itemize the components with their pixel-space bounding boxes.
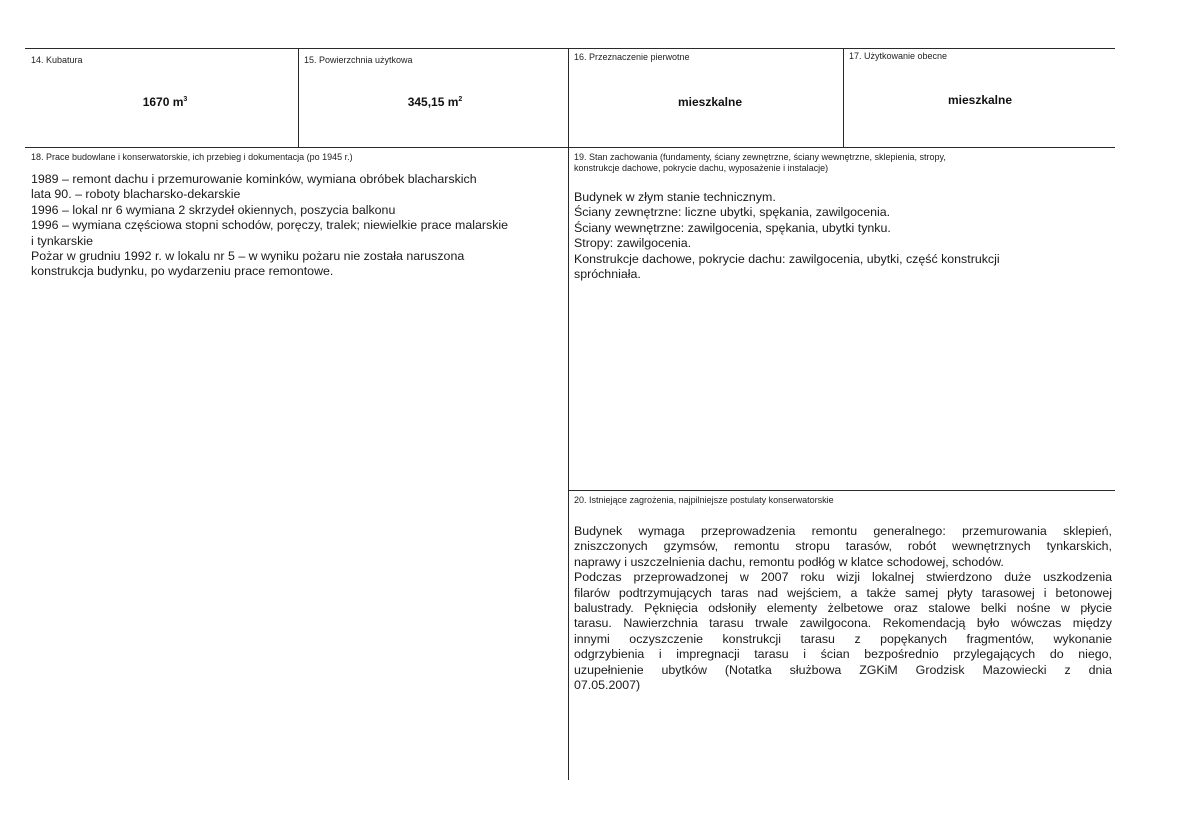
col-divider-main xyxy=(568,48,569,780)
table-border-top xyxy=(25,48,1115,49)
col-divider-1 xyxy=(298,48,299,148)
col-divider-3 xyxy=(843,48,844,148)
row-divider-right xyxy=(568,490,1115,491)
text-line: naprawy i uszczelnienia dachu, remontu podłóg w klatce schodowej, schodów. xyxy=(574,554,1004,569)
text-line: uzupełnienie ubytków (Notatka służbowa ZGKiM Grodzisk Mazowiecki z dnia xyxy=(574,662,1112,677)
section-label: 18. Prace budowlane i konserwatorskie, ich przebieg i dokumentacja (po 1945 r.) xyxy=(31,152,353,162)
text-line: odgrzybienia i impregnacji tarasu i ścian bezpośrednio przylegających do niego, xyxy=(574,647,1112,662)
text-line: zniszczonych gzymsów, remontu stropu tarasów, robót wewnętrznych tynkarskich, xyxy=(574,539,1112,554)
section-label: 20. Istniejące zagrożenia, najpilniejsze postulaty konserwatorskie xyxy=(574,495,834,505)
text-line: Podczas przeprowadzonej w 2007 roku wizji lokalnej stwierdzono duże uszkodzenia xyxy=(574,570,1112,585)
section-body xyxy=(574,190,1000,282)
field-value: 1670 $m^3$ xyxy=(142,95,188,109)
text-line: 1996 – lokal nr 6 wymiana 2 skrzydeł okiennych, poszycia balkonu xyxy=(31,202,396,217)
section-body xyxy=(31,172,508,280)
field-label: 14. Kubatura xyxy=(31,55,83,65)
text-line: Pożar w grudniu 1992 r. w lokalu nr 5 – w wyniku pożaru nie została naruszona xyxy=(31,249,465,264)
field-label: 15. Powierzchnia użytkowa xyxy=(304,55,413,65)
text-line: Stropy: zawilgocenia. xyxy=(574,236,692,251)
text-line: balustrady. Pęknięcia odsłoniły elementy żelbetowe oraz stalowe belki nośne w płycie xyxy=(574,601,1112,616)
text-line: innymi oczyszczenie konstrukcji tarasu z popękanych fragmentów, wykonanie xyxy=(574,631,1112,646)
section-label-line: 19. Stan zachowania (fundamenty, ściany zewnętrzne, ściany wewnętrzne, sklepienia, stropy, xyxy=(574,152,946,162)
text-line: Konstrukcje dachowe, pokrycie dachu: zawilgocenia, ubytki, część konstrukcji xyxy=(574,251,1000,266)
section-label-line: konstrukcje dachowe, pokrycie dachu, wyposażenie i instalacje) xyxy=(574,163,829,173)
row-divider-top xyxy=(25,147,1115,148)
text-line: Budynek w złym stanie technicznym. xyxy=(574,190,776,204)
section-body xyxy=(574,524,1112,693)
field-value: 345,15 $m^2$ xyxy=(407,95,463,109)
text-line: tarasu. Nawierzchnia tarasu trwale zawilgocona. Rekomendacją było wówczas między xyxy=(574,616,1112,631)
text-line: spróchniała. xyxy=(574,267,641,282)
text-line: i tynkarskie xyxy=(31,233,93,248)
field-value: mieszkalne xyxy=(947,93,1013,107)
text-line: 1989 – remont dachu i przemurowanie kominków, wymiana obróbek blacharskich xyxy=(31,172,477,186)
text-line: 1996 – wymiana częściowa stopni schodów, poręczy, tralek; niewielkie prace malarskie xyxy=(31,218,509,233)
text-line: Budynek wymaga przeprowadzenia remontu generalnego: przemurowania sklepień, xyxy=(574,524,1112,538)
text-line: konstrukcja budynku, po wydarzeniu prace remontowe. xyxy=(31,264,334,279)
text-line: Ściany wewnętrzne: zawilgocenia, spękania, ubytki tynku. xyxy=(574,220,891,235)
text-line: 07.05.2007) xyxy=(574,678,641,693)
field-label: 16. Przeznaczenie pierwotne xyxy=(574,52,690,62)
field-label: 17. Użytkowanie obecne xyxy=(849,51,948,61)
text-line: lata 90. – roboty blacharsko-dekarskie xyxy=(31,187,241,202)
text-line: filarów podtrzymujących taras nad wejściem, a także samej płyty tarasowej i betonowej xyxy=(574,585,1112,600)
text-line: Ściany zewnętrzne: liczne ubytki, spękania, zawilgocenia. xyxy=(574,205,891,220)
field-value: mieszkalne xyxy=(677,95,743,109)
